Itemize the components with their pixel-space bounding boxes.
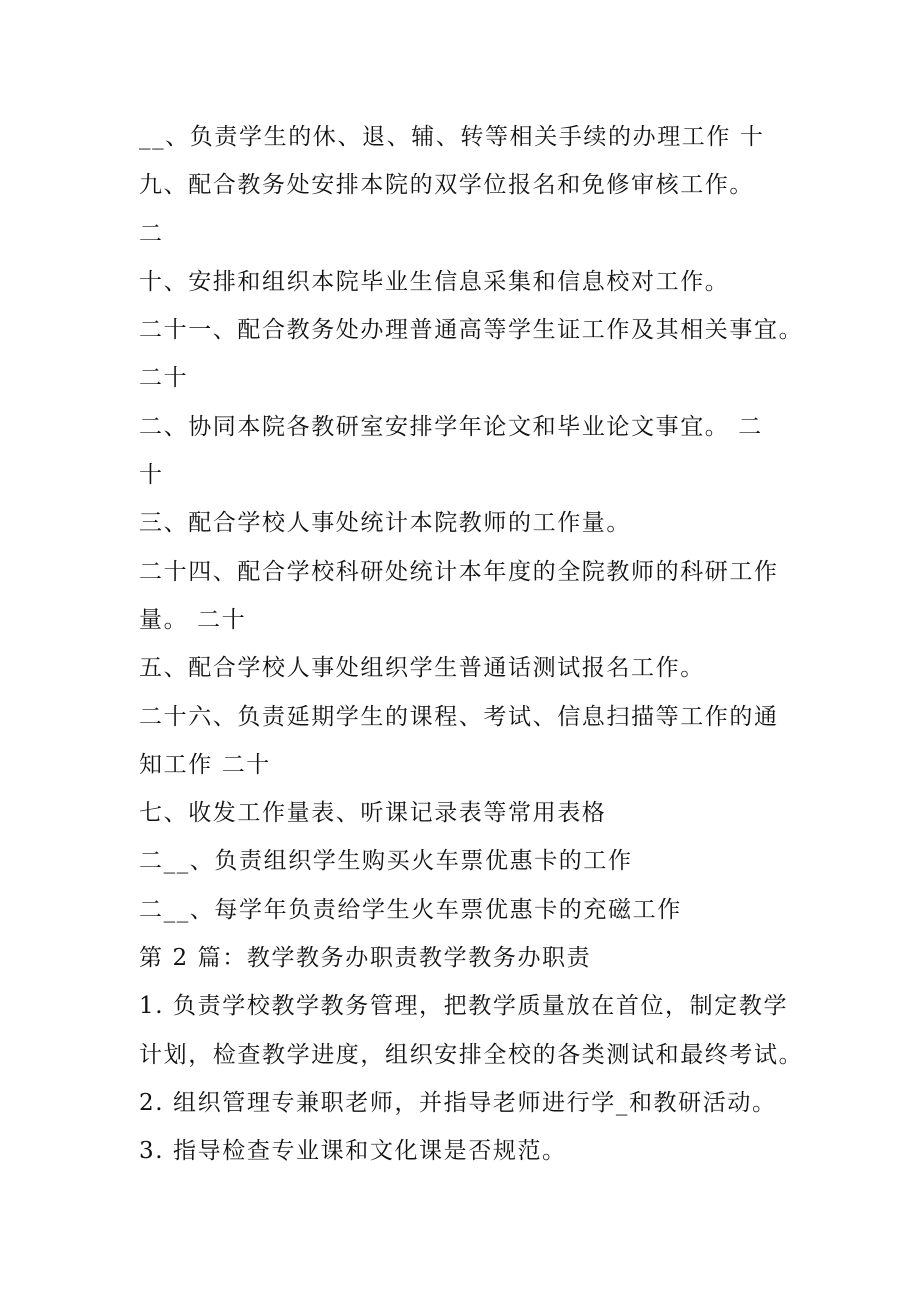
text-line: 二__、负责组织学生购买火车票优惠卡的工作 xyxy=(139,848,633,875)
text-line: 知工作 二十 xyxy=(139,751,271,778)
text-line: 二十四、配合学校科研处统计本年度的全院教师的科研工作 xyxy=(139,558,779,585)
text-line: 九、配合教务处安排本院的双学位报名和免修审核工作。 xyxy=(139,172,754,199)
text-line: 量。 二十 xyxy=(139,606,247,633)
text-line: __、负责学生的休、退、辅、转等相关手续的办理工作 十 xyxy=(139,124,765,150)
text-line: 1. 负责学校教学教务管理，把教学质量放在首位，制定教学 xyxy=(139,993,789,1020)
text-line: 十、安排和组织本院毕业生信息采集和信息校对工作。 xyxy=(139,268,730,295)
text-line: 3. 指导检查专业课和文化课是否规范。 xyxy=(139,1138,567,1165)
text-line: 十 xyxy=(139,462,164,489)
text-line: 三、配合学校人事处统计本院教师的工作量。 xyxy=(139,510,631,537)
text-line: 二十六、负责延期学生的课程、考试、信息扫描等工作的通 xyxy=(139,703,779,730)
text-line: 2. 组织管理专兼职老师，并指导老师进行学_和教研活动。 xyxy=(139,1089,777,1116)
text-line: 五、配合学校人事处组织学生普通话测试报名工作。 xyxy=(139,655,705,682)
text-line: 二、协同本院各教研室安排学年论文和毕业论文事宜。 二 xyxy=(139,413,763,440)
document-body xyxy=(139,113,804,1176)
text-line: 七、收发工作量表、听课记录表等常用表格 xyxy=(139,800,607,827)
text-line: 二十 xyxy=(139,365,189,392)
section-heading: 第 2 篇：教学教务办职责教学教务办职责 xyxy=(139,945,592,972)
text-line: 计划，检查教学进度，组织安排全校的各类测试和最终考试。 xyxy=(139,1041,804,1068)
text-line: 二十一、配合教务处办理普通高等学生证工作及其相关事宜。 xyxy=(139,317,804,344)
text-line: 二__、每学年负责给学生火车票优惠卡的充磁工作 xyxy=(139,896,682,923)
text-line: 二 xyxy=(139,220,164,247)
